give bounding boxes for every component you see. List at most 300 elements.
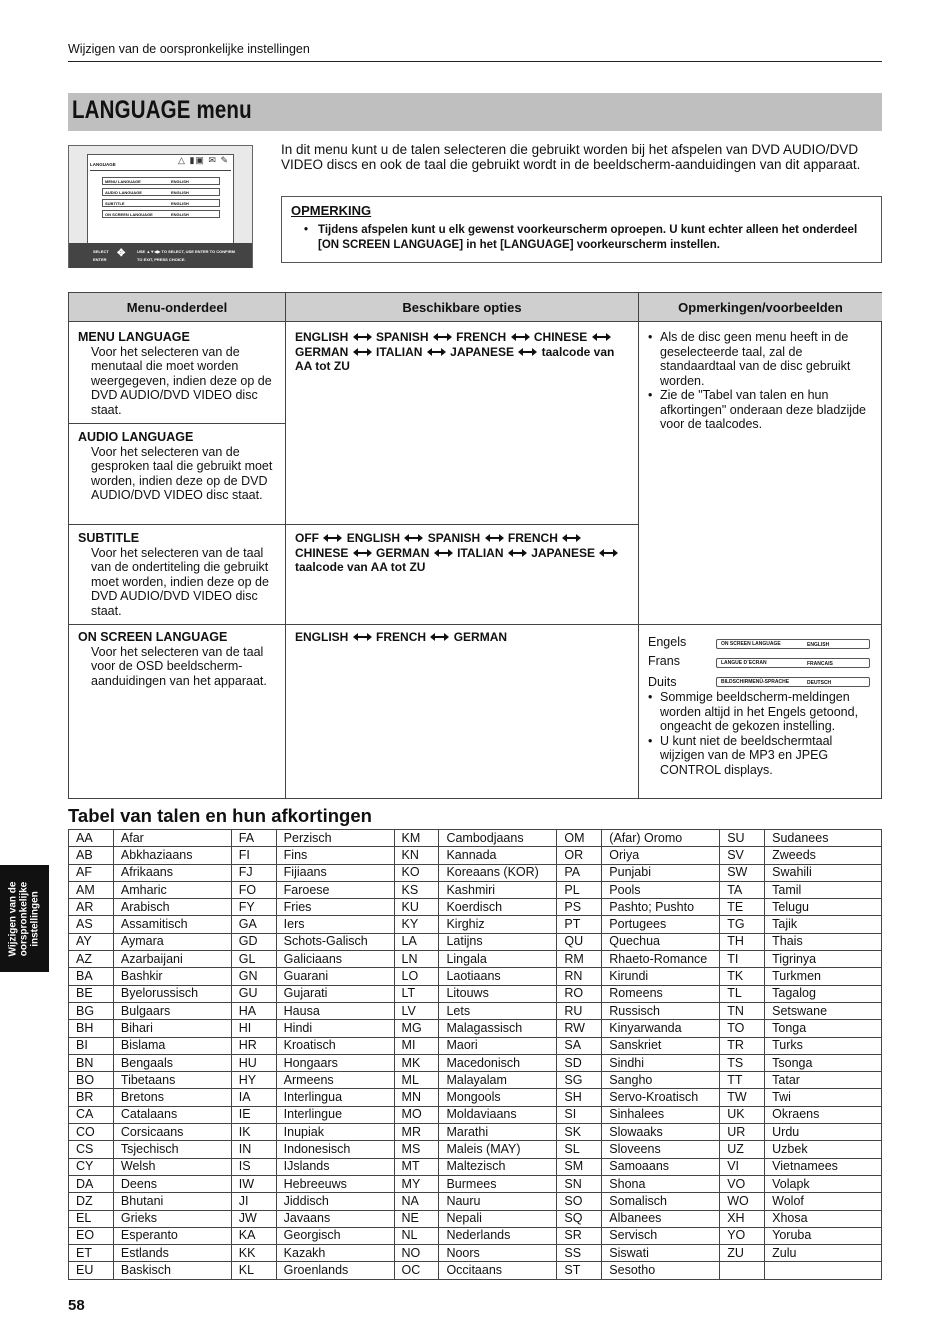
language-code: SI bbox=[557, 1106, 602, 1123]
language-code: BE bbox=[69, 985, 114, 1002]
double-arrow-icon bbox=[353, 333, 372, 341]
language-code: RU bbox=[557, 1002, 602, 1019]
language-name: Pashto; Pushto bbox=[602, 899, 720, 916]
language-name: Slowaaks bbox=[602, 1124, 720, 1141]
options-subtitle bbox=[295, 531, 631, 575]
option-value: ITALIAN bbox=[376, 344, 423, 359]
language-name: Twi bbox=[765, 1089, 882, 1106]
option-value: taalcode van AA tot ZU bbox=[295, 344, 615, 373]
language-code bbox=[720, 1262, 765, 1279]
language-code: BH bbox=[69, 1020, 114, 1037]
language-name: Maltezisch bbox=[439, 1158, 557, 1175]
row-divider bbox=[69, 423, 286, 424]
remark-item: • Zie de "Tabel van talen en hun afkortingen" onderaan deze bladzijde voor de taalcodes. bbox=[646, 388, 876, 432]
menu-item-audio-language: AUDIO LANGUAGE Voor het selecteren van de gesproken taal die gebruikt moet worden, indien deze op de DVD AUDIO/DVD VIDEO disc staat. bbox=[78, 430, 273, 502]
double-arrow-icon bbox=[599, 549, 618, 557]
language-code: IS bbox=[231, 1158, 276, 1175]
language-code: GN bbox=[231, 968, 276, 985]
language-code: PL bbox=[557, 881, 602, 898]
option-value: FRENCH bbox=[376, 630, 427, 644]
language-name bbox=[765, 1262, 882, 1279]
language-code: SN bbox=[557, 1175, 602, 1192]
language-name: Kroatisch bbox=[276, 1037, 394, 1054]
language-code: TE bbox=[720, 899, 765, 916]
bullet: • bbox=[304, 224, 309, 236]
language-name: Catalaans bbox=[113, 1106, 231, 1123]
language-code: RW bbox=[557, 1020, 602, 1037]
language-code: EL bbox=[69, 1210, 114, 1227]
language-name: Bhutani bbox=[113, 1193, 231, 1210]
language-name: Assamitisch bbox=[113, 916, 231, 933]
language-code: MY bbox=[394, 1175, 439, 1192]
table-row bbox=[69, 1106, 882, 1123]
table-row bbox=[69, 881, 882, 898]
language-code: KY bbox=[394, 916, 439, 933]
table-row bbox=[69, 847, 882, 864]
example-label: Engels bbox=[648, 635, 687, 649]
double-arrow-icon bbox=[427, 348, 446, 356]
language-name: Arabisch bbox=[113, 899, 231, 916]
option-value: SPANISH bbox=[427, 531, 481, 545]
language-name: Hausa bbox=[276, 1002, 394, 1019]
language-name: Servo-Kroatisch bbox=[602, 1089, 720, 1106]
language-name: Kannada bbox=[439, 847, 557, 864]
language-code: BO bbox=[69, 1072, 114, 1089]
language-name: Somalisch bbox=[602, 1193, 720, 1210]
header-divider bbox=[68, 61, 882, 62]
option-value: ENGLISH bbox=[346, 531, 401, 545]
language-name: Iers bbox=[276, 916, 394, 933]
language-name: Tatar bbox=[765, 1072, 882, 1089]
language-code: GU bbox=[231, 985, 276, 1002]
option-value: OFF bbox=[295, 531, 319, 545]
language-code: AA bbox=[69, 830, 114, 847]
language-name: Rhaeto-Romance bbox=[602, 951, 720, 968]
language-name: Georgisch bbox=[276, 1227, 394, 1244]
language-code: IW bbox=[231, 1175, 276, 1192]
language-code: HR bbox=[231, 1037, 276, 1054]
table-row bbox=[69, 985, 882, 1002]
osd-screenshot bbox=[68, 145, 253, 268]
language-code: MS bbox=[394, 1141, 439, 1158]
language-name: Uzbek bbox=[765, 1141, 882, 1158]
language-name: Yoruba bbox=[765, 1227, 882, 1244]
language-code: BI bbox=[69, 1037, 114, 1054]
language-code: OR bbox=[557, 847, 602, 864]
language-code: MO bbox=[394, 1106, 439, 1123]
language-name: Volapk bbox=[765, 1175, 882, 1192]
remarks-menu-audio-language bbox=[646, 330, 876, 432]
option-value: CHINESE bbox=[295, 545, 349, 560]
language-code-table-title: Tabel van talen en hun afkortingen bbox=[68, 805, 372, 826]
language-name: Vietnamees bbox=[765, 1158, 882, 1175]
note-box bbox=[281, 196, 882, 263]
language-name: Byelorussisch bbox=[113, 985, 231, 1002]
double-arrow-icon bbox=[404, 534, 423, 542]
language-name: Quechua bbox=[602, 933, 720, 950]
language-code: GL bbox=[231, 951, 276, 968]
language-code: SA bbox=[557, 1037, 602, 1054]
example-osd-bar: BILDSCHIRMENÜ-SPRACHE DEUTSCH bbox=[716, 677, 870, 687]
language-code: BG bbox=[69, 1002, 114, 1019]
language-code: AZ bbox=[69, 951, 114, 968]
language-name: Groenlands bbox=[276, 1262, 394, 1279]
language-code: OM bbox=[557, 830, 602, 847]
language-name: Xhosa bbox=[765, 1210, 882, 1227]
option-value: GERMAN bbox=[376, 545, 430, 560]
language-code: FI bbox=[231, 847, 276, 864]
language-name: Armeens bbox=[276, 1072, 394, 1089]
osd-divider bbox=[90, 170, 231, 171]
language-name: Sinhalees bbox=[602, 1106, 720, 1123]
language-code: XH bbox=[720, 1210, 765, 1227]
language-name: Baskisch bbox=[113, 1262, 231, 1279]
language-name: Wolof bbox=[765, 1193, 882, 1210]
language-name: Zulu bbox=[765, 1245, 882, 1262]
table-row bbox=[69, 916, 882, 933]
language-name: Bislama bbox=[113, 1037, 231, 1054]
language-name: Russisch bbox=[602, 1002, 720, 1019]
language-code: DA bbox=[69, 1175, 114, 1192]
language-code: IE bbox=[231, 1106, 276, 1123]
example-label: Duits bbox=[648, 675, 677, 689]
language-name: Tamil bbox=[765, 881, 882, 898]
language-name: Javaans bbox=[276, 1210, 394, 1227]
language-code: BN bbox=[69, 1054, 114, 1071]
double-arrow-icon bbox=[485, 534, 504, 542]
language-code: SU bbox=[720, 830, 765, 847]
double-arrow-icon bbox=[518, 348, 537, 356]
language-name: Interlingua bbox=[276, 1089, 394, 1106]
language-code: AB bbox=[69, 847, 114, 864]
language-settings-table bbox=[68, 292, 882, 799]
language-code: ZU bbox=[720, 1245, 765, 1262]
language-name: Koerdisch bbox=[439, 899, 557, 916]
language-code: KM bbox=[394, 830, 439, 847]
language-code: AM bbox=[69, 881, 114, 898]
double-arrow-icon bbox=[433, 333, 452, 341]
language-code: HU bbox=[231, 1054, 276, 1071]
language-code: FY bbox=[231, 899, 276, 916]
language-name: Inupiak bbox=[276, 1124, 394, 1141]
table-row bbox=[69, 933, 882, 950]
language-name: Nederlands bbox=[439, 1227, 557, 1244]
language-name: Swahili bbox=[765, 864, 882, 881]
language-name: Kashmiri bbox=[439, 881, 557, 898]
language-code: EO bbox=[69, 1227, 114, 1244]
row-divider bbox=[69, 524, 639, 525]
language-name: Bashkir bbox=[113, 968, 231, 985]
language-code: CO bbox=[69, 1124, 114, 1141]
language-name: Amharic bbox=[113, 881, 231, 898]
language-code: TL bbox=[720, 985, 765, 1002]
language-code: KA bbox=[231, 1227, 276, 1244]
language-code: NE bbox=[394, 1210, 439, 1227]
language-code: KS bbox=[394, 881, 439, 898]
column-header: Beschikbare opties bbox=[286, 293, 638, 322]
table-row bbox=[69, 864, 882, 881]
menu-item-on-screen-language: ON SCREEN LANGUAGE Voor het selecteren van de taal voor de OSD beeldscherm-aanduidingen van het apparaat. bbox=[78, 630, 267, 688]
language-name: Turks bbox=[765, 1037, 882, 1054]
language-name: Sanskriet bbox=[602, 1037, 720, 1054]
double-arrow-icon bbox=[353, 549, 372, 557]
table-row bbox=[69, 1158, 882, 1175]
language-code: SG bbox=[557, 1072, 602, 1089]
osd-row: SUBTITLE ENGLISH bbox=[102, 199, 220, 207]
language-code: SO bbox=[557, 1193, 602, 1210]
option-value: FRENCH bbox=[507, 531, 558, 545]
language-code: TS bbox=[720, 1054, 765, 1071]
language-name: Albanees bbox=[602, 1210, 720, 1227]
language-name: Laotiaans bbox=[439, 968, 557, 985]
language-code: JI bbox=[231, 1193, 276, 1210]
language-code: MK bbox=[394, 1054, 439, 1071]
language-code: MT bbox=[394, 1158, 439, 1175]
column-header: Opmerkingen/voorbeelden bbox=[639, 293, 882, 322]
language-name: Tonga bbox=[765, 1020, 882, 1037]
language-code: TK bbox=[720, 968, 765, 985]
language-name: Fins bbox=[276, 847, 394, 864]
table-row bbox=[69, 968, 882, 985]
language-name: Bulgaars bbox=[113, 1002, 231, 1019]
language-code: TA bbox=[720, 881, 765, 898]
language-code: KL bbox=[231, 1262, 276, 1279]
remarks-on-screen-language bbox=[646, 690, 876, 777]
language-code: EU bbox=[69, 1262, 114, 1279]
language-name: Oriya bbox=[602, 847, 720, 864]
column-header: Menu-onderdeel bbox=[69, 293, 285, 322]
language-code: OC bbox=[394, 1262, 439, 1279]
language-name: Abkhaziaans bbox=[113, 847, 231, 864]
menu-item-menu-language: MENU LANGUAGE Voor het selecteren van de menutaal die moet worden weergegeven, indien deze op de DVD AUDIO/DVD VIDEO disc staat. bbox=[78, 330, 272, 417]
option-value: ITALIAN bbox=[457, 545, 504, 560]
language-code: SH bbox=[557, 1089, 602, 1106]
language-code: DZ bbox=[69, 1193, 114, 1210]
language-name: Sindhi bbox=[602, 1054, 720, 1071]
example-osd-bar: ON SCREEN LANGUAGE ENGLISH bbox=[716, 639, 870, 649]
language-code: MN bbox=[394, 1089, 439, 1106]
language-code: BR bbox=[69, 1089, 114, 1106]
language-name: Lingala bbox=[439, 951, 557, 968]
example-label: Frans bbox=[648, 654, 680, 668]
language-code: TG bbox=[720, 916, 765, 933]
language-name: IJslands bbox=[276, 1158, 394, 1175]
language-name: Urdu bbox=[765, 1124, 882, 1141]
language-code: SD bbox=[557, 1054, 602, 1071]
language-code: GD bbox=[231, 933, 276, 950]
language-name: Cambodjaans bbox=[439, 830, 557, 847]
row-divider bbox=[69, 624, 881, 625]
osd-row: AUDIO LANGUAGE ENGLISH bbox=[102, 188, 220, 196]
section-title: LANGUAGE menu bbox=[72, 96, 252, 124]
language-code: FA bbox=[231, 830, 276, 847]
option-value: JAPANESE bbox=[450, 344, 514, 359]
language-name: Welsh bbox=[113, 1158, 231, 1175]
language-name: Azarbaijani bbox=[113, 951, 231, 968]
language-code: KU bbox=[394, 899, 439, 916]
remark-item: • Als de disc geen menu heeft in de geselecteerde taal, zal de standaardtaal van de disc gebruikt worden. bbox=[646, 330, 876, 388]
option-value: CHINESE bbox=[533, 330, 588, 344]
language-code: QU bbox=[557, 933, 602, 950]
language-code: FO bbox=[231, 881, 276, 898]
language-name: Fries bbox=[276, 899, 394, 916]
language-name: Tagalog bbox=[765, 985, 882, 1002]
column-divider bbox=[638, 293, 639, 798]
language-code: SS bbox=[557, 1245, 602, 1262]
language-name: Deens bbox=[113, 1175, 231, 1192]
double-arrow-icon bbox=[508, 549, 527, 557]
double-arrow-icon bbox=[562, 534, 581, 542]
language-name: Sesotho bbox=[602, 1262, 720, 1279]
language-code: SR bbox=[557, 1227, 602, 1244]
language-code: NO bbox=[394, 1245, 439, 1262]
language-name: Bretons bbox=[113, 1089, 231, 1106]
page-number: 58 bbox=[68, 1297, 85, 1314]
language-name: Malayalam bbox=[439, 1072, 557, 1089]
language-code: MG bbox=[394, 1020, 439, 1037]
language-code: VI bbox=[720, 1158, 765, 1175]
osd-menu-icons: △ ▮▣ ✉ ✎ bbox=[178, 155, 229, 165]
table-row bbox=[69, 899, 882, 916]
language-code: LN bbox=[394, 951, 439, 968]
language-code: NA bbox=[394, 1193, 439, 1210]
language-code: TI bbox=[720, 951, 765, 968]
language-name: Indonesisch bbox=[276, 1141, 394, 1158]
language-code: PT bbox=[557, 916, 602, 933]
language-code: LO bbox=[394, 968, 439, 985]
language-code: MR bbox=[394, 1124, 439, 1141]
language-name: Bengaals bbox=[113, 1054, 231, 1071]
language-name: Latijns bbox=[439, 933, 557, 950]
menu-item-subtitle: SUBTITLE Voor het selecteren van de taal van de ondertiteling die gebruikt moet worden, indien deze op de DVD AUDIO/DVD VIDEO disc staat. bbox=[78, 531, 269, 618]
language-code: RM bbox=[557, 951, 602, 968]
language-code: KK bbox=[231, 1245, 276, 1262]
language-name: Lets bbox=[439, 1002, 557, 1019]
language-code: SV bbox=[720, 847, 765, 864]
table-row bbox=[69, 1262, 882, 1279]
option-value: SPANISH bbox=[376, 330, 429, 344]
language-name: Pools bbox=[602, 881, 720, 898]
language-name: Afrikaans bbox=[113, 864, 231, 881]
language-name: Interlingue bbox=[276, 1106, 394, 1123]
language-name: Maleis (MAY) bbox=[439, 1141, 557, 1158]
table-row bbox=[69, 1020, 882, 1037]
language-name: Samoaans bbox=[602, 1158, 720, 1175]
osd-tab-label: LANGUAGE bbox=[90, 162, 116, 167]
option-value: GERMAN bbox=[295, 344, 349, 359]
language-code: GA bbox=[231, 916, 276, 933]
language-name: Portugees bbox=[602, 916, 720, 933]
language-code: ML bbox=[394, 1072, 439, 1089]
language-name: Kirghiz bbox=[439, 916, 557, 933]
language-code: SK bbox=[557, 1124, 602, 1141]
language-code: YO bbox=[720, 1227, 765, 1244]
language-name: Tsonga bbox=[765, 1054, 882, 1071]
remark-item: • U kunt niet de beeldschermtaal wijzigen van de MP3 en JPEG CONTROL displays. bbox=[646, 734, 876, 778]
language-code: SM bbox=[557, 1158, 602, 1175]
language-code: HI bbox=[231, 1020, 276, 1037]
language-name: Thais bbox=[765, 933, 882, 950]
language-code: LV bbox=[394, 1002, 439, 1019]
language-name: Siswati bbox=[602, 1245, 720, 1262]
language-name: Guarani bbox=[276, 968, 394, 985]
double-arrow-icon bbox=[511, 333, 530, 341]
language-name: Jiddisch bbox=[276, 1193, 394, 1210]
osd-window bbox=[87, 154, 234, 244]
table-row bbox=[69, 1193, 882, 1210]
language-code: TT bbox=[720, 1072, 765, 1089]
table-row bbox=[69, 1124, 882, 1141]
language-name: Sangho bbox=[602, 1072, 720, 1089]
table-row bbox=[69, 1210, 882, 1227]
language-code: JW bbox=[231, 1210, 276, 1227]
language-name: Tigrinya bbox=[765, 951, 882, 968]
language-name: Kinyarwanda bbox=[602, 1020, 720, 1037]
table-row bbox=[69, 1227, 882, 1244]
language-code: CA bbox=[69, 1106, 114, 1123]
language-name: Aymara bbox=[113, 933, 231, 950]
language-code: KN bbox=[394, 847, 439, 864]
note-text: • Tijdens afspelen kunt u elk gewenst voorkeurscherm oproepen. U kunt echter alleen het onderdeel [ON SCREEN LANGUAGE] in het [LANGUAGE] voorkeurscherm instellen. bbox=[304, 224, 858, 251]
language-name: Setswane bbox=[765, 1002, 882, 1019]
language-name: Telugu bbox=[765, 899, 882, 916]
table-row bbox=[69, 1245, 882, 1262]
table-row bbox=[69, 1054, 882, 1071]
language-name: Servisch bbox=[602, 1227, 720, 1244]
intro-paragraph: In dit menu kunt u de talen selecteren die gebruikt worden bij het afspelen van DVD AUDIO/DVD VIDEO discs en ook de taal die gebruikt wordt in de beeldscherm-aanduidingen van dit apparaat. bbox=[281, 142, 861, 172]
language-code: LA bbox=[394, 933, 439, 950]
option-value: ENGLISH bbox=[295, 330, 349, 344]
language-code: UR bbox=[720, 1124, 765, 1141]
language-code: IN bbox=[231, 1141, 276, 1158]
language-code: RO bbox=[557, 985, 602, 1002]
language-code: AS bbox=[69, 916, 114, 933]
option-value: FRENCH bbox=[456, 330, 507, 344]
language-code: AF bbox=[69, 864, 114, 881]
language-name: Grieks bbox=[113, 1210, 231, 1227]
language-name: Zweeds bbox=[765, 847, 882, 864]
language-name: Nauru bbox=[439, 1193, 557, 1210]
option-value: ENGLISH bbox=[295, 630, 349, 644]
table-row bbox=[69, 1037, 882, 1054]
language-name: Hindi bbox=[276, 1020, 394, 1037]
language-name: Estlands bbox=[113, 1245, 231, 1262]
language-code: NL bbox=[394, 1227, 439, 1244]
language-code: ST bbox=[557, 1262, 602, 1279]
language-name: Gujarati bbox=[276, 985, 394, 1002]
table-row bbox=[69, 1089, 882, 1106]
language-code: TO bbox=[720, 1020, 765, 1037]
language-name: Noors bbox=[439, 1245, 557, 1262]
note-title: OPMERKING bbox=[291, 203, 372, 218]
language-name: Mongools bbox=[439, 1089, 557, 1106]
language-name: Marathi bbox=[439, 1124, 557, 1141]
language-code: KO bbox=[394, 864, 439, 881]
language-name: Shona bbox=[602, 1175, 720, 1192]
language-code: TR bbox=[720, 1037, 765, 1054]
language-name: Bihari bbox=[113, 1020, 231, 1037]
language-name: Kazakh bbox=[276, 1245, 394, 1262]
language-code: WO bbox=[720, 1193, 765, 1210]
options-on-screen-language bbox=[295, 630, 631, 645]
table-row bbox=[69, 951, 882, 968]
language-name: Galiciaans bbox=[276, 951, 394, 968]
language-code: RN bbox=[557, 968, 602, 985]
osd-row: ON SCREEN LANGUAGE ENGLISH bbox=[102, 210, 220, 218]
language-name: Faroese bbox=[276, 881, 394, 898]
language-name: Perzisch bbox=[276, 830, 394, 847]
language-name: Tibetaans bbox=[113, 1072, 231, 1089]
